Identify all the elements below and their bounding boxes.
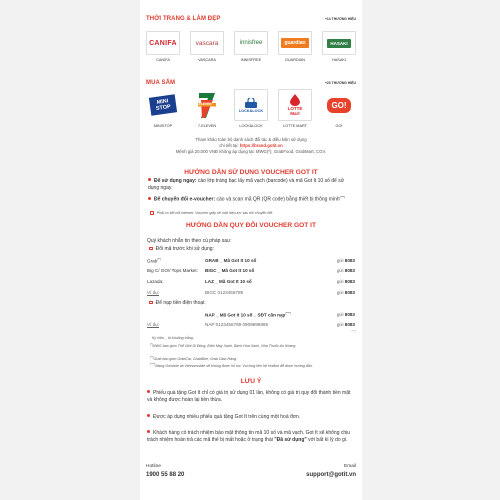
shopping-header [146,80,356,86]
partner-name [147,258,205,264]
exchange-sec1 [149,246,214,253]
brand-lottemart[interactable] [278,89,312,128]
brand-name: MINISTOP [153,124,173,128]
footer-labels [146,464,356,469]
short-code: 8083 [344,268,355,273]
brand-guardian[interactable] [278,31,312,62]
seven-eleven-logo [190,89,224,121]
info-line-1: Tham khảo toàn bộ danh sách đối tác & điều kiện sử dụng [195,137,307,142]
footnote-mark: (**) [150,356,154,359]
send-label: gửi [336,312,344,317]
checkbox-icon [149,301,153,305]
footnote-mark: (*) [150,343,153,346]
exchange-example-2 [147,322,355,327]
footer-values [146,472,356,478]
usage-b2-sup: (***) [339,195,346,199]
brand-name: HASAKI [332,58,346,62]
partner-label: Grab [147,258,158,264]
note-item-3 [147,430,355,444]
nap-spacer [147,312,205,318]
voucher-back [140,0,362,500]
short-code: 8083 [344,312,355,317]
shopping-count: +23 THƯƠNG HIỆU [324,81,356,85]
sms-syntax [205,312,305,318]
guardian-logo-text: guardian [281,38,308,48]
usage-note [150,211,354,216]
usage-b1-bold: Để sử dụng ngay: [154,178,197,184]
send-label: gửi [336,279,344,284]
fashion-brands [146,31,356,62]
short-code: 8083 [344,322,355,327]
sms-syntax: GRAB _ Mã Got It 10 số [205,258,257,263]
usage-b1-text: cào lớp tráng bạc lấy mã vạch (barcode) và mã Got It 10 số để sử dụng ngay. [148,178,345,192]
bullet-dot-icon [147,390,150,393]
send-label: gửi [336,268,344,273]
checkbox-icon [149,247,153,251]
send-to [285,268,355,273]
guardian-logo [278,31,312,55]
shopping-brands [146,89,356,128]
exchange-example-1 [147,290,355,295]
shopping-title: MUA SẮM [146,80,176,86]
exchange-sec2-text: Để nạp tiền điện thoại: [155,300,206,306]
hotline-label: Hotline [146,464,161,469]
note-item-1 [147,390,355,404]
exchange-title: HƯỚNG DẪN QUY ĐỔI VOUCHER GOT IT [185,222,317,229]
fashion-title: THỜI TRANG & LÀM ĐẸP [146,16,221,22]
exchange-sec2 [149,300,206,307]
note-item-2 [147,414,355,421]
go-logo [322,89,356,121]
brand-locknlock[interactable] [234,89,268,128]
lottemart-logo-text: LOTTE Mart [287,106,303,116]
brand-canifa[interactable] [146,31,180,62]
lotte-drop-icon [290,94,300,106]
send-label: gửi [336,290,344,295]
example-text: NAP 0123456789 0909898989 [205,322,269,327]
brand-name: GUARDIAN [284,58,306,62]
ministop-logo-text: MINI STOP [149,94,177,115]
brand-name: VASCARA [198,58,216,62]
send-to [285,279,355,284]
brand-vascara[interactable] [190,31,224,62]
canifa-logo: CANIFA [146,31,180,55]
send-label: gửi [336,258,344,263]
exchange-row-lazada [147,279,355,284]
exchange-sec1-text: Đổi mã trước khi sử dụng: [155,246,214,252]
footnote-3 [150,363,352,369]
brand-name: 7-ELEVEN [197,124,217,128]
note-end: với bất kì lý do gì. [306,437,348,444]
innisfree-logo: innisfree [234,31,268,55]
send-to [305,322,355,327]
short-code: 8083 [344,290,355,295]
ministop-logo [146,89,180,121]
brand-name: LOTTE MART [283,124,307,128]
brand-hasaki[interactable] [322,31,356,62]
short-code: 8083 [344,258,355,263]
nap-sup: (****) [285,312,292,315]
hasaki-logo [322,31,356,55]
brand-name: CANIFA [156,58,170,62]
partner-name: Lazada: [147,279,164,284]
brand-name: INNISFREE [240,58,262,62]
note-text: Được áp dụng nhiều phiếu quà tặng Got It trên cùng một hoá đơn. [153,414,301,420]
note-bold: "Đã sử dụng" [274,437,307,444]
locknlock-logo [234,89,268,121]
brand-innisfree[interactable] [234,31,268,62]
sms-syntax: LAZ _ Mã Got It 10 số [205,279,252,284]
seven-eleven-logo-text: 7-ELEVEN [196,102,212,106]
send-to [285,258,355,264]
fashion-header [146,16,356,22]
support-email[interactable]: support@gotit.vn [306,472,356,478]
short-code: 8083 [344,279,355,284]
brand-link[interactable]: https://brand.gotit.vn [239,143,283,149]
exchange-row-grab [147,258,355,264]
footnote-mark-extra: (***) [351,330,356,333]
usage-b2-bold: Để chuyển đổi e-voucher: [154,196,216,203]
send-to [305,312,355,318]
brand-name: GO! [335,124,343,128]
lock-icon [244,98,258,108]
email-label: Email [344,464,356,469]
bullet-dot-icon [148,197,151,200]
usage-b2-text: cào và scan mã QR (QR code) bằng thiết bị thông minh [215,196,340,203]
fashion-count: +14 THƯƠNG HIỆU [324,17,356,21]
info-line-3: Mệnh giá 20.000 VNĐ không áp dụng tại: MWG(*), GrabFood, GrabMart, CGV. [175,149,327,155]
usage-title: HƯỚNG DẪN SỬ DỤNG VOUCHER GOT IT [184,169,318,176]
usage-note-text: Phải có kết nối internet. Voucher giấy sẽ mất hiệu lực sau khi chuyển đổi. [156,211,274,216]
partner-sup: (**) [157,258,161,261]
sms-syntax: BIGC _ Mã Got It 10 số [205,268,255,273]
footnote-mark: (****) [150,363,156,366]
go-logo-text: GO! [327,98,350,113]
bullet-dot-icon [147,430,150,433]
exchange-intro: Quý khách nhắn tin theo cú pháp sau: [147,238,232,244]
hasaki-logo-text: HASAKI [327,39,350,48]
note-text: Phiếu quà tặng Got It chỉ có giá trị sử dụng 01 lần, không có giá trị quy đổi thành tiền mặt và không được hoàn lại tiền thừa. [147,390,351,404]
footnote-text: Mạng Gmobile và Vietnamobile sẽ không được hỗ trợ. Vui lòng liên hệ Hotline để được hướng dẫn. [155,364,313,369]
notes-title: LƯU Ý [240,378,262,385]
exchange-row-bigc [147,268,355,273]
footnote-1 [150,343,348,349]
info-prefix: chi tiết tại: [219,143,240,149]
send-to [285,290,355,295]
example-label: Ví dụ: [147,322,160,327]
example-text: BIGC 0123456789 [205,290,244,295]
lottemart-logo [278,89,312,121]
hotline-number[interactable]: 1900 55 88 20 [146,472,185,478]
vascara-logo: vascara [190,31,224,55]
partner-name: Big C/ GO!/ Tops Market: [147,268,198,273]
locknlock-logo-text: LOCK&LOCK [238,108,264,113]
usage-bullet-2 [148,194,354,204]
footnote-2 [150,356,352,362]
brand-go[interactable] [322,89,356,128]
footnote-0: Ký hiệu _ là khoảng trắng. [152,336,194,340]
exchange-row-nap [147,312,355,318]
footnote-text: MWG bao gồm Thế Giới Di Động, Điện Máy Xanh, Bách Hoá Xanh, Nhà Thuốc An Khang [152,344,296,349]
nap-syntax: NAP _ Mã Got It 10 số _ SĐT cần nạp [205,312,286,318]
checkbox-icon [150,211,154,215]
brand-ministop[interactable] [146,89,180,128]
example-label: Ví dụ: [147,290,160,295]
note-text: Khách hàng có trách nhiệm bảo mật thông tin mã 10 số và mã vạch. Got It sẽ không chịu trách nhiệm hoàn trả các mã thẻ bị mất hoặc ở trạng thái [147,430,351,444]
usage-bullet-1 [148,178,354,192]
bullet-dot-icon [148,178,151,181]
bullet-dot-icon [147,414,150,417]
send-label: gửi [336,322,344,327]
brand-7eleven[interactable] [190,89,224,128]
brand-name: LOCK&LOCK [239,124,263,128]
partner-info [148,137,354,156]
footnote-text: Grab bao gồm GrabCar, GrabBike, Grab Giao Hàng. [153,357,238,362]
